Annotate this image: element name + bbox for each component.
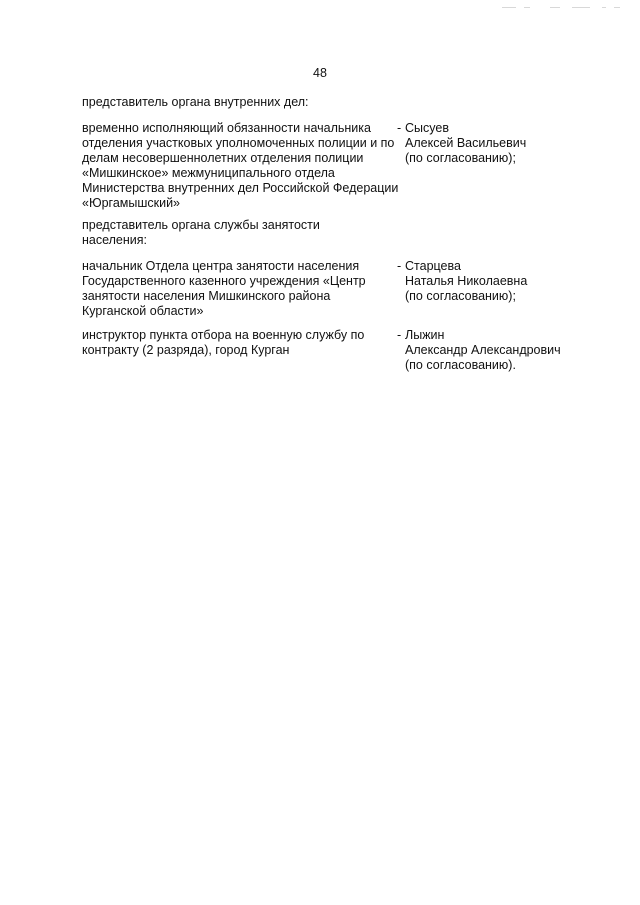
person-surname: Сысуев	[405, 121, 449, 135]
person-name: Наталья Николаевна	[405, 274, 528, 288]
position-description: начальник Отдела центра занятости населения Государственного казенного учреждения «Центр занятости населения Мишкинского района Курганской области»	[82, 259, 366, 318]
person-entry	[397, 328, 617, 373]
section-heading: представитель органа внутренних дел:	[82, 95, 309, 109]
person-name: Александр Александрович	[405, 343, 561, 357]
page-number: 48	[313, 66, 327, 80]
person-name: Алексей Васильевич	[405, 136, 527, 150]
list-dash: -	[397, 328, 402, 342]
approval-note: (по согласованию).	[405, 358, 516, 372]
person-surname-line	[397, 121, 617, 136]
position-description: инструктор пункта отбора на военную службу по контракту (2 разряда), город Курган	[82, 328, 365, 357]
approval-note: (по согласованию);	[405, 289, 516, 303]
list-dash: -	[397, 259, 402, 273]
person-surname-line	[397, 328, 617, 343]
person-entry	[397, 121, 617, 166]
position-description: временно исполняющий обязанности начальника отделения участковых уполномоченных полиции и по делам несовершеннолетних отделения полиции «Мишкинское» межмуниципального отдела Министерства внутренних дел Российской Федерации «Юргамышский»	[82, 121, 399, 210]
person-surname: Лыжин	[405, 328, 445, 342]
list-dash: -	[397, 121, 402, 135]
person-entry	[397, 259, 617, 304]
person-surname-line	[397, 259, 617, 274]
person-surname: Старцева	[405, 259, 461, 273]
approval-note: (по согласованию);	[405, 151, 516, 165]
section-heading: представитель органа службы занятости населения:	[82, 218, 320, 247]
scan-artifact	[502, 6, 622, 10]
